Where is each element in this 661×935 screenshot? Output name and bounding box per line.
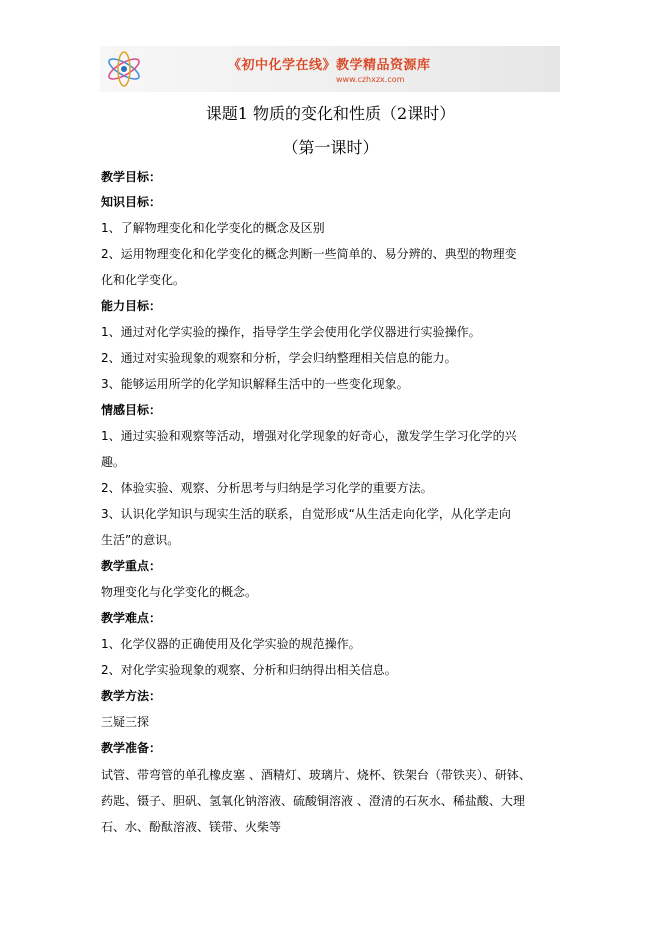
prep-heading: 教学准备： <box>101 741 162 755</box>
difficulty-heading: 教学难点： <box>101 611 162 625</box>
emotion-item-1-line-2: 趣。 <box>101 455 126 469</box>
ability-item-2: 2、通过对实验现象的观察和分析，学会归纳整理相关信息的能力。 <box>101 351 457 365</box>
banner-url: www.czhxzx.com <box>336 75 405 84</box>
prep-item-line-3: 石、水、酚酞溶液、镁带、火柴等 <box>101 820 282 834</box>
resource-banner <box>100 46 560 92</box>
prep-item-line-1: 试管、带弯管的单孔橡皮塞 、酒精灯、玻璃片、烧杯、铁架台（带铁夹）、研钵、 <box>101 768 531 782</box>
page-title: 课题1 物质的变化和性质（2课时） <box>205 104 456 123</box>
banner-title: 《初中化学在线》教学精品资源库 <box>228 58 431 73</box>
ability-item-1: 1、通过对化学实验的操作，指导学生学会使用化学仪器进行实验操作。 <box>101 325 481 339</box>
goals-heading: 教学目标： <box>101 170 162 184</box>
emotion-item-1-line-1: 1、通过实验和观察等活动，增强对化学现象的好奇心，激发学生学习化学的兴 <box>101 429 517 443</box>
knowledge-heading: 知识目标： <box>101 195 162 209</box>
key-item-1: 物理变化与化学变化的概念。 <box>101 585 258 599</box>
emotion-item-3-line-2: 生活”的意识。 <box>101 533 180 547</box>
ability-item-3: 3、能够运用所学的化学知识解释生活中的一些变化现象。 <box>101 377 409 391</box>
knowledge-item-2-line-2: 化和化学变化。 <box>101 273 186 287</box>
difficulty-item-1: 1、化学仪器的正确使用及化学实验的规范操作。 <box>101 637 361 651</box>
knowledge-item-1: 1、了解物理变化和化学变化的概念及区别 <box>101 221 325 235</box>
emotion-item-3-line-1: 3、认识化学知识与现实生活的联系，自觉形成“从生活走向化学，从化学走向 <box>101 507 511 521</box>
emotion-item-2: 2、体验实验、观察、分析思考与归纳是学习化学的重要方法。 <box>101 481 433 495</box>
method-heading: 教学方法： <box>101 689 162 703</box>
page-subtitle: （第一课时） <box>282 138 379 157</box>
emotion-heading: 情感目标： <box>101 403 162 417</box>
ability-heading: 能力目标： <box>101 299 162 313</box>
difficulty-item-2: 2、对化学实验现象的观察、分析和归纳得出相关信息。 <box>101 663 397 677</box>
prep-item-line-2: 药匙、镊子、胆矾、氢氧化钠溶液、硫酸铜溶液 、澄清的石灰水、稀盐酸、大理 <box>101 794 525 808</box>
key-heading: 教学重点： <box>101 559 162 573</box>
knowledge-item-2-line-1: 2、运用物理变化和化学变化的概念判断一些简单的、易分辨的、典型的物理变 <box>101 247 517 261</box>
method-item-1: 三疑三探 <box>101 715 150 729</box>
atom-logo-icon <box>104 50 144 88</box>
